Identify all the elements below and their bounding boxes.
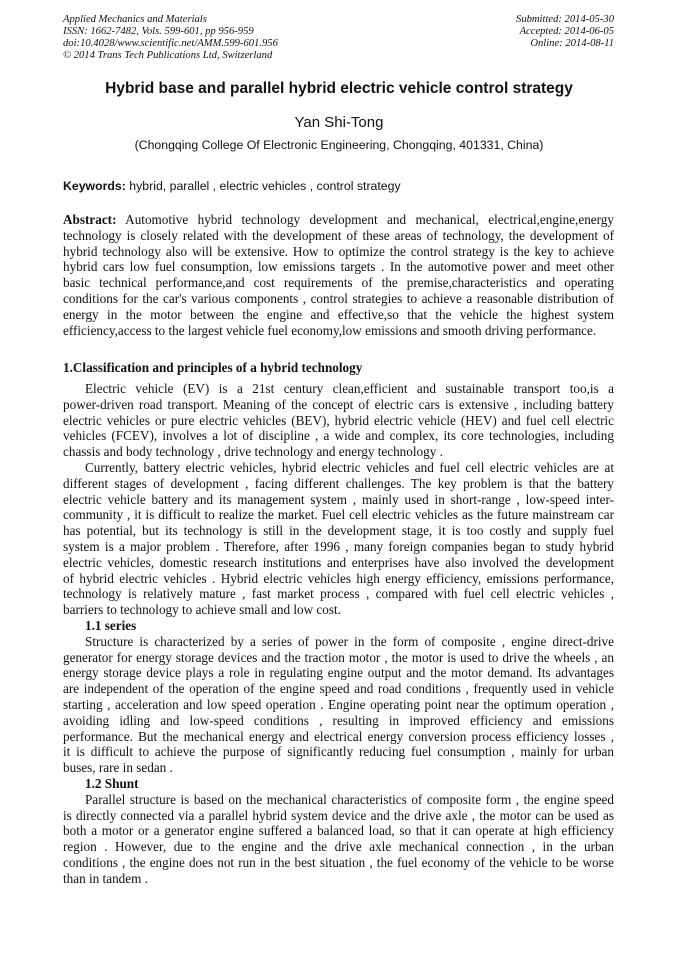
keywords xyxy=(63,179,401,193)
paper-title: Hybrid base and parallel hybrid electric vehicle control strategy xyxy=(105,80,573,97)
paragraph xyxy=(63,228,614,339)
text-line: different stages of development , facing different challenges. The key problem is that the battery xyxy=(63,475,614,491)
text-line: of hybrid electric vehicles . Hybrid electric vehicles high energy efficiency, emissions performance, xyxy=(63,570,614,586)
header-line: Accepted: 2014-06-05 xyxy=(519,26,614,37)
body-text xyxy=(63,381,614,887)
text-line: hybrid technology also will be extensive. How to optimize the control strategy is the key to achieve xyxy=(63,243,614,259)
section-heading: 1.Classification and principles of a hybrid technology xyxy=(63,360,363,375)
text-line: technology is closely related with the development of these areas of technology, the development of xyxy=(63,227,614,243)
text-line: both a motor or a generator engine suffered a balanced load, so that it can operate at high efficiency xyxy=(63,823,614,839)
text-line: buses, rare in sedan . xyxy=(63,760,173,776)
text-line: conditions , the engine does not run in the best situation , the fuel economy of the vehicle to be worse xyxy=(63,854,614,870)
text-line: conditions for the car's various components , control strategies to achieve a reasonable distribution of xyxy=(63,290,614,306)
text-line: starting , acceleration and low speed operation . Engine operating point near the optimum operation , xyxy=(63,696,614,712)
header-line: © 2014 Trans Tech Publications Ltd, Switzerland xyxy=(63,50,273,61)
text-line: system is a major problem . Therefore, after 1996 , many foreign companies began to study hybrid xyxy=(63,538,614,554)
text-line: Currently, battery electric vehicles, hybrid electric vehicles and fuel cell electric vehicles are at xyxy=(85,459,614,475)
text-line: hybrid cars low fuel consumption, low emissions targets . In the automotive power and meet other xyxy=(63,259,614,275)
submission-dates xyxy=(516,14,614,50)
text-line: electric vehicles, domestic research institutions and enterprises have also involved the development xyxy=(63,554,614,570)
text-line: barriers to technology to achieve small and low cost. xyxy=(63,602,341,618)
paragraph xyxy=(63,381,614,460)
text-line: vehicles (FCEV), involves a lot of discipline , a wide and complex, its core technologies, including xyxy=(63,428,614,444)
text-line: basic technical performance,and cost requirements of the premise,characteristics and operating xyxy=(63,275,614,291)
abstract-label: Abstract: xyxy=(63,212,117,227)
text-line: efficiency,access to the largest vehicle fuel economy,low emissions and smooth driving performance. xyxy=(63,322,597,338)
text-line: energy in the motor between the engine and effective,so that the vehicle the highest system xyxy=(63,306,614,322)
text-line: technology is relatively mature , fast market process , compared with fuel cell electric vehicles , xyxy=(63,586,614,602)
text-line: chassis and body technology , drive technology and energy technology . xyxy=(63,444,443,460)
affiliation: (Chongqing College Of Electronic Engineering, Chongqing, 401331, China) xyxy=(134,138,544,152)
text-line: it is difficult to achieve the purpose of significantly reducing fuel consumption , mainly for urban xyxy=(63,744,614,760)
section-1 xyxy=(63,360,614,376)
text-line: Parallel structure is based on the mechanical characteristics of composite form , the engine speed xyxy=(85,791,614,807)
text-line: community , it is difficult to realize the market. Fuel cell electric vehicles as the future mainstream car xyxy=(63,507,614,523)
abstract xyxy=(63,212,614,338)
text-line: avoiding idling and low-speed conditions , resulting in improved efficiency and emissions xyxy=(63,712,614,728)
text-line: has potential, but its technology is still in the development stage, it is too costly and supply fuel xyxy=(63,523,614,539)
header-line: ISSN: 1662-7482, Vols. 599-601, pp 956-959 xyxy=(63,26,254,37)
journal-info xyxy=(63,14,278,62)
header-line: Submitted: 2014-05-30 xyxy=(516,14,614,25)
subsection-heading-shunt: 1.2 Shunt xyxy=(85,775,139,791)
text-line: electric vehicles or pure electric vehicles (BEV), hybrid electric vehicle (HEV) and fuel cell electric xyxy=(63,412,614,428)
abstract-line: Abstract: Automotive hybrid technology development and mechanical, electrical,engine,energy xyxy=(63,212,614,227)
keywords-text: hybrid, parallel , electric vehicles , control strategy xyxy=(125,179,401,193)
header-line: doi:10.4028/www.scientific.net/AMM.599-601.956 xyxy=(63,38,278,49)
text-line: Structure is characterized by a series of power in the form of composite , engine direct-drive xyxy=(85,633,614,649)
text-line: generator for energy storage devices and the traction motor , the motor is used to drive the wheels , an xyxy=(63,649,614,665)
text-line: region . However, due to the engine and the drive axle mechanical connection , in the urban xyxy=(63,839,614,855)
text-line: are independent of the operation of the engine speed and road conditions , frequently used in vehicle xyxy=(63,681,614,697)
header-line: Online: 2014-08-11 xyxy=(530,38,614,49)
text-line: electric vehicle battery and its management system , mainly used in short-range , low-speed inter- xyxy=(63,491,614,507)
text-line: energy storage device plays a role in regulating engine output and the motor demand. Its advantages xyxy=(63,665,614,681)
paragraph xyxy=(63,460,614,618)
paragraph xyxy=(63,634,614,776)
paragraph xyxy=(63,792,614,887)
text-line: performance. But the mechanical energy and electrical energy conversion process efficiency losses , xyxy=(63,728,614,744)
text-line: power-driven road transport. Meaning of the concept of electric cars is extensive , including battery xyxy=(63,396,614,412)
subsection-heading-series: 1.1 series xyxy=(85,617,137,633)
keywords-label: Keywords: xyxy=(63,179,126,193)
header-line: Applied Mechanics and Materials xyxy=(63,14,207,25)
author-name: Yan Shi-Tong xyxy=(294,114,384,131)
text-line: is directly connected via a parallel hybrid system device and the drive axle , the motor can be used as xyxy=(63,807,614,823)
text-line: Electric vehicle (EV) is a 21st century clean,efficient and sustainable transport too,is a xyxy=(85,381,614,396)
text-line: than in tandem . xyxy=(63,870,148,886)
